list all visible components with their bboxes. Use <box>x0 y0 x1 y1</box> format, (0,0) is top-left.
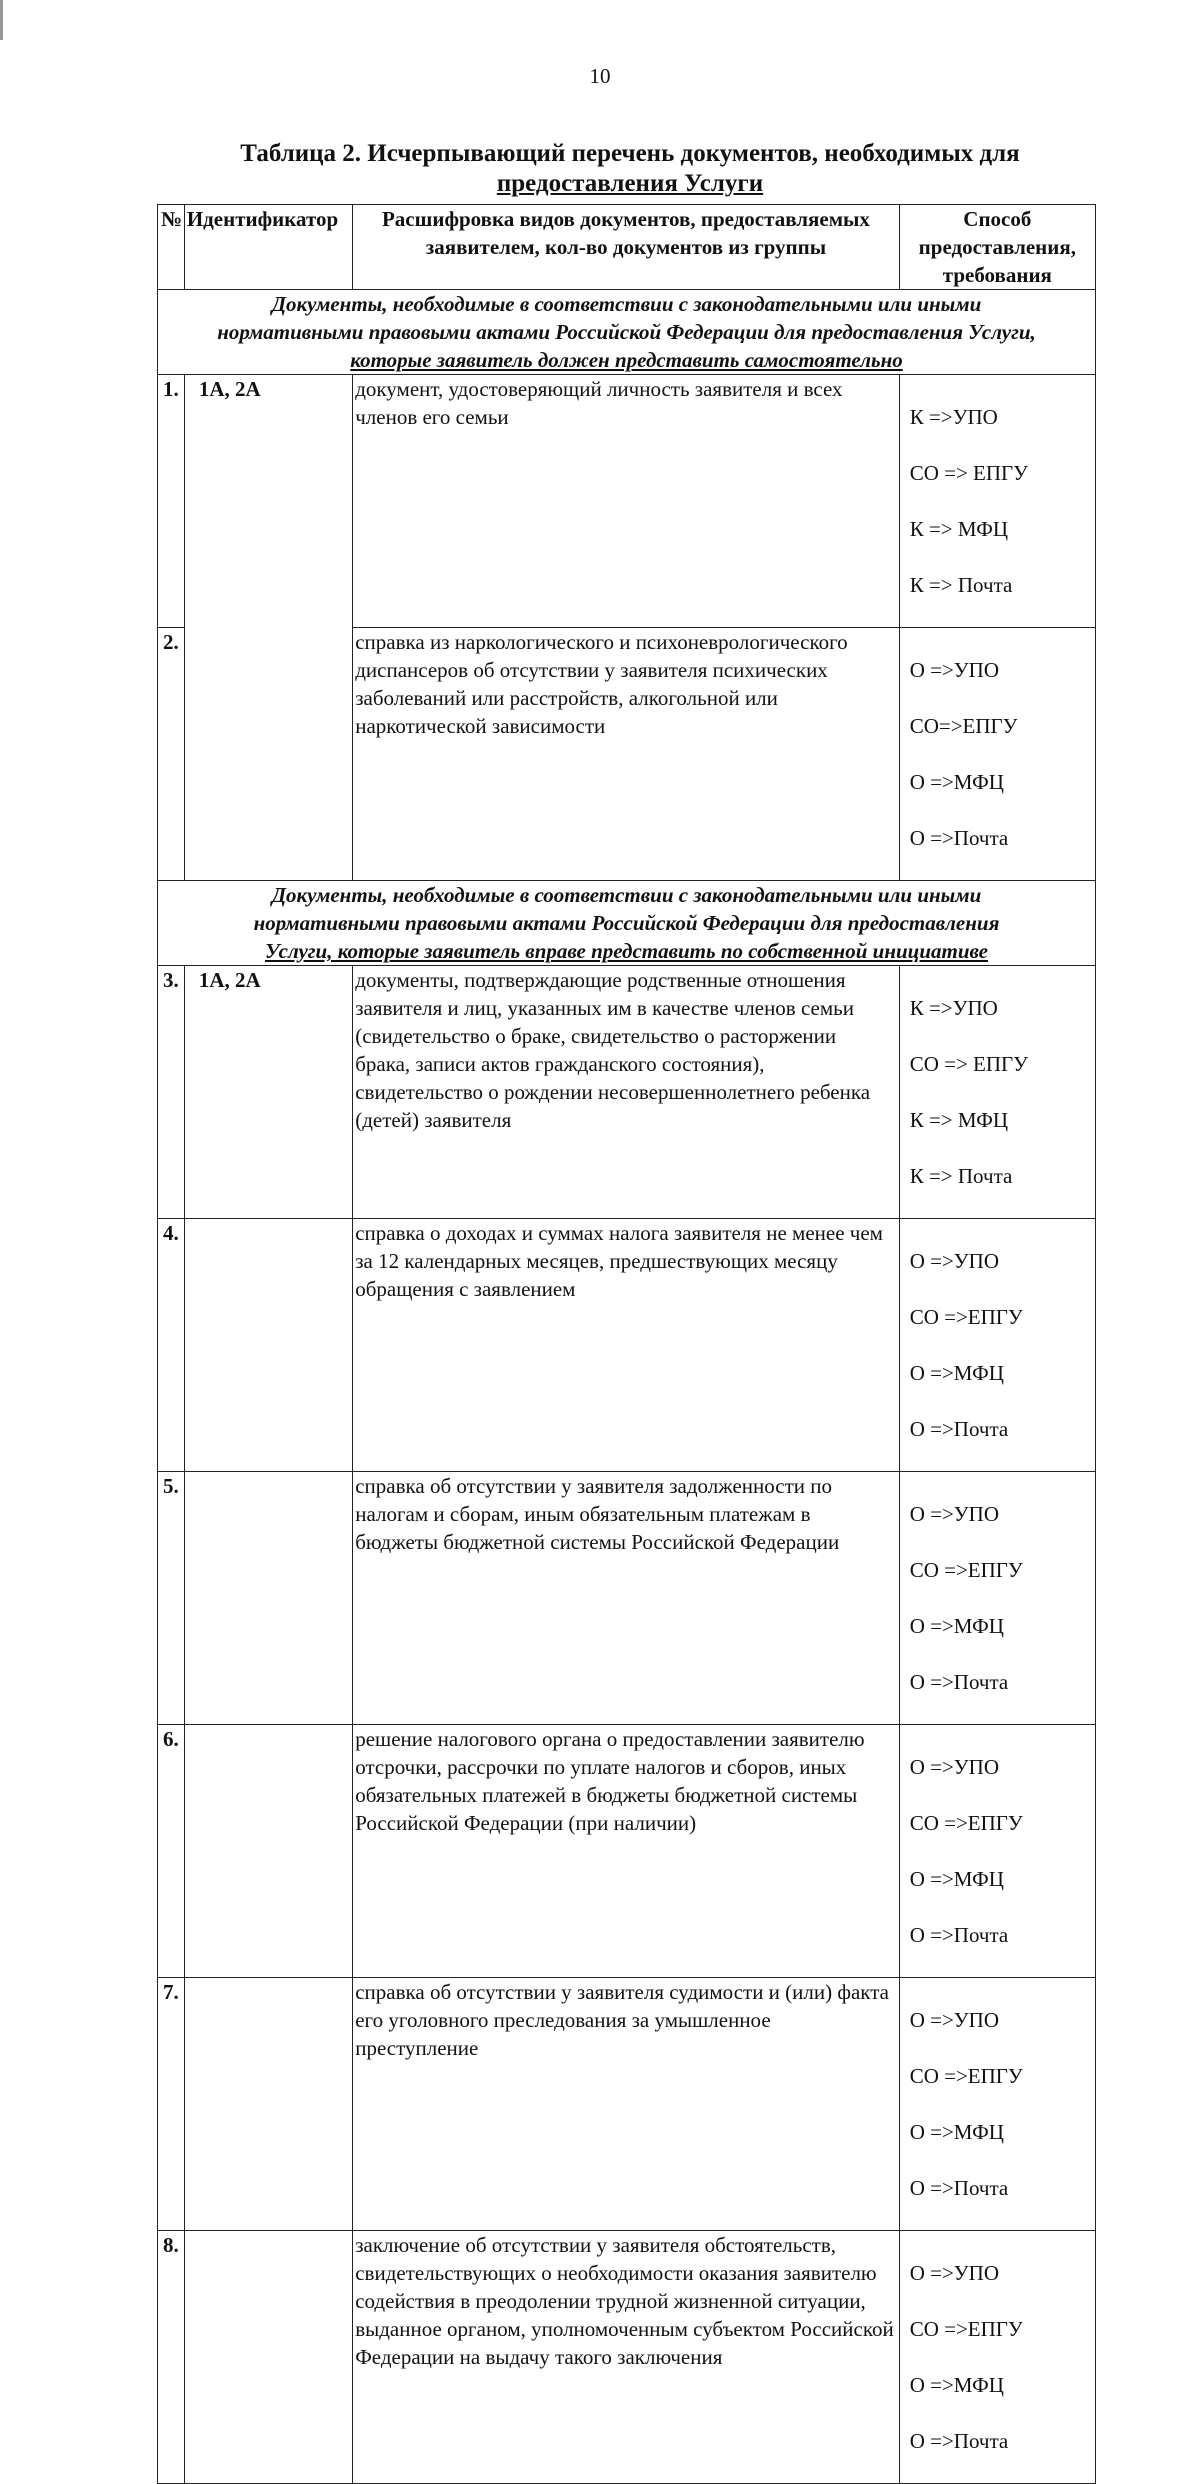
row-description: справка об отсутствии у заявителя судимости и (или) факта его уголовного преследования за умышленное преступление <box>353 1978 899 2231</box>
header-description: Расшифровка видов документов, предоставляемых заявителем, кол-во документов из группы <box>353 205 899 290</box>
row-num: 1. <box>158 375 185 628</box>
row-num: 5. <box>158 1472 185 1725</box>
row-methods <box>899 1219 1095 1472</box>
header-identifier: Идентификатор <box>184 205 352 290</box>
row-identifier <box>184 2231 352 2484</box>
section-2-line-1: Документы, необходимые в соответствии с законодательными или иными <box>271 883 982 907</box>
table-row <box>158 1472 1096 1725</box>
method-item: СО =>ЕПГУ <box>909 1305 1023 1329</box>
method-item: О =>Почта <box>909 2176 1009 2200</box>
row-methods <box>899 2231 1095 2484</box>
method-item: О =>УПО <box>909 2261 999 2285</box>
method-item: О =>Почта <box>909 1417 1009 1441</box>
method-item: О =>МФЦ <box>909 1361 1004 1385</box>
method-item: О =>МФЦ <box>909 1867 1004 1891</box>
table-row <box>158 2231 1096 2484</box>
table-header-row <box>158 205 1096 290</box>
row-description: справка об отсутствии у заявителя задолженности по налогам и сборам, иным обязательным платежам в бюджеты бюджетной системы Российской Федерации <box>353 1472 899 1725</box>
method-item: К => МФЦ <box>909 517 1009 541</box>
method-item: К =>УПО <box>909 405 998 429</box>
section-row-mandatory <box>158 290 1096 375</box>
method-item: О =>УПО <box>909 1502 999 1526</box>
method-item: СО =>ЕПГУ <box>909 1811 1023 1835</box>
row-num: 8. <box>158 2231 185 2484</box>
row-identifier: 1А, 2А <box>184 375 352 881</box>
row-description: документ, удостоверяющий личность заявителя и всех членов его семьи <box>353 375 899 628</box>
row-identifier <box>184 1472 352 1725</box>
page-number: 10 <box>589 64 611 88</box>
row-methods <box>899 1978 1095 2231</box>
row-description: справка о доходах и суммах налога заявителя не менее чем за 12 календарных месяцев, предшествующих месяцу обращения с заявлением <box>353 1219 899 1472</box>
method-item: О =>УПО <box>909 658 999 682</box>
row-methods <box>899 628 1095 881</box>
row-description: документы, подтверждающие родственные отношения заявителя и лиц, указанных им в качестве членов семьи (свидетельство о браке, свидетельство о расторжении брака, записи актов гражданского состояния), свидетельство о рождении несовершеннолетнего ребенка (детей) заявителя <box>353 966 899 1219</box>
table-row <box>158 375 1096 628</box>
method-item: СО=>ЕПГУ <box>909 714 1018 738</box>
row-methods <box>899 375 1095 628</box>
row-num: 7. <box>158 1978 185 2231</box>
row-methods <box>899 1472 1095 1725</box>
documents-table <box>157 204 1096 2484</box>
method-item: СО => ЕПГУ <box>909 461 1029 485</box>
method-item: О =>УПО <box>909 1249 999 1273</box>
section-optional <box>158 881 1096 966</box>
section-2-line-2: нормативными правовыми актами Российской Федерации для предоставления <box>253 911 1000 935</box>
header-method: Способ предоставления, требования <box>899 205 1095 290</box>
section-1-line-3: которые заявитель должен представить самостоятельно <box>350 348 903 372</box>
section-mandatory <box>158 290 1096 375</box>
row-identifier <box>184 1978 352 2231</box>
method-item: К => Почта <box>909 1164 1013 1188</box>
method-item: К =>УПО <box>909 996 998 1020</box>
section-2-line-3: Услуги, которые заявитель вправе представить по собственной инициативе <box>265 939 988 963</box>
table-row <box>158 1219 1096 1472</box>
method-item: СО =>ЕПГУ <box>909 2064 1023 2088</box>
method-item: О =>Почта <box>909 1923 1009 1947</box>
row-methods <box>899 966 1095 1219</box>
method-item: О =>Почта <box>909 1670 1009 1694</box>
method-item: О =>Почта <box>909 826 1009 850</box>
method-item: О =>МФЦ <box>909 1614 1004 1638</box>
row-identifier <box>184 1725 352 1978</box>
method-item: О =>УПО <box>909 1755 999 1779</box>
method-item: О =>МФЦ <box>909 2373 1004 2397</box>
method-item: О =>МФЦ <box>909 2120 1004 2144</box>
method-item: О =>МФЦ <box>909 770 1004 794</box>
row-description: справка из наркологического и психоневрологического диспансеров об отсутствии у заявителя психических заболеваний или расстройств, алкогольной или наркотической зависимости <box>353 628 899 881</box>
method-item: СО => ЕПГУ <box>909 1052 1029 1076</box>
row-identifier <box>184 1219 352 1472</box>
row-description: решение налогового органа о предоставлении заявителю отсрочки, рассрочки по уплате налогов и сборов, иных обязательных платежей в бюджеты бюджетной системы Российской Федерации (при наличии) <box>353 1725 899 1978</box>
row-description: заключение об отсутствии у заявителя обстоятельств, свидетельствующих о необходимости оказания заявителю содействия в преодолении трудной жизненной ситуации, выданное органом, уполномоченным субъектом Российской Федерации на выдачу такого заключения <box>353 2231 899 2484</box>
method-item: СО =>ЕПГУ <box>909 2317 1023 2341</box>
row-num: 3. <box>158 966 185 1219</box>
row-identifier: 1А, 2А <box>184 966 352 1219</box>
title-line-1: Таблица 2. Исчерпывающий перечень документов, необходимых для <box>240 140 1020 167</box>
page-title <box>160 139 1100 199</box>
method-item: О =>УПО <box>909 2008 999 2032</box>
row-num: 6. <box>158 1725 185 1978</box>
method-item: К => Почта <box>909 573 1013 597</box>
scan-edge-mark <box>0 0 3 40</box>
row-num: 2. <box>158 628 185 881</box>
table-row <box>158 966 1096 1219</box>
section-1-line-1: Документы, необходимые в соответствии с законодательными или иными <box>271 292 982 316</box>
row-methods <box>899 1725 1095 1978</box>
method-item: К => МФЦ <box>909 1108 1009 1132</box>
method-item: О =>Почта <box>909 2429 1009 2453</box>
row-num: 4. <box>158 1219 185 1472</box>
method-item: СО =>ЕПГУ <box>909 1558 1023 1582</box>
table-row <box>158 1725 1096 1978</box>
title-line-2: предоставления Услуги <box>496 170 764 197</box>
section-row-optional <box>158 881 1096 966</box>
header-num: № <box>158 205 185 290</box>
section-1-line-2: нормативными правовыми актами Российской Федерации для предоставления Услуги, <box>217 320 1036 344</box>
table-row <box>158 1978 1096 2231</box>
